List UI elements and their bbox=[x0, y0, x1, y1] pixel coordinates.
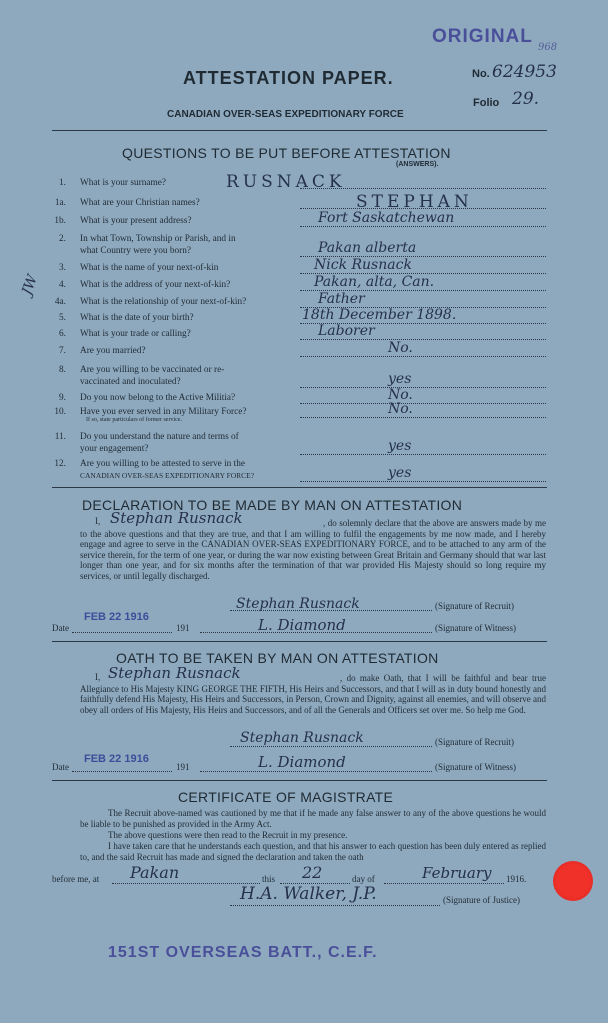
answer-value: No. bbox=[388, 401, 413, 417]
certificate-this-label: this bbox=[262, 874, 276, 884]
question-text: What is the relationship of your next-of-kin? bbox=[80, 297, 247, 307]
original-stamp: ORIGINAL bbox=[432, 26, 533, 47]
answers-label: (ANSWERS). bbox=[396, 161, 439, 168]
certificate-before-me: before me, at bbox=[52, 874, 100, 884]
answer-value: Laborer bbox=[318, 323, 375, 339]
document-subtitle: CANADIAN OVER-SEAS EXPEDITIONARY FORCE bbox=[167, 109, 404, 120]
certificate-day-of-label: day of bbox=[352, 874, 375, 884]
question-number: 4a. bbox=[54, 297, 66, 307]
question-text: What is the address of your next-of-kin? bbox=[80, 280, 231, 290]
certificate-place-line bbox=[112, 883, 260, 884]
answer-value: Nick Rusnack bbox=[314, 257, 412, 273]
certificate-paragraph-1: The Recruit above-named was cautioned by me that if he made any false answer to any of the above questions he would be liable to be punished as provided in the Army Act. bbox=[80, 808, 546, 829]
answer-value: No. bbox=[388, 340, 413, 356]
question-number: 1a. bbox=[54, 198, 66, 208]
oath-recruit-name: Stephan Rusnack bbox=[108, 664, 241, 682]
question-text: Have you ever served in any Military Force? bbox=[80, 407, 247, 417]
answer-value: 18th December 1898. bbox=[302, 307, 457, 323]
folio-label: Folio bbox=[473, 97, 500, 109]
declaration-name-prefix: I, bbox=[95, 516, 101, 526]
declaration-recruit-name: Stephan Rusnack bbox=[110, 509, 243, 527]
oath-recruit-signature: Stephan Rusnack bbox=[240, 730, 364, 746]
question-number: 11. bbox=[54, 432, 66, 442]
question-number: 1. bbox=[59, 178, 66, 188]
oath-date-stamp: FEB 22 1916 bbox=[84, 753, 149, 765]
declaration-witness-line bbox=[200, 632, 432, 633]
oath-name-prefix: I, bbox=[95, 672, 101, 682]
questions-rule bbox=[52, 487, 547, 488]
answer-line bbox=[300, 454, 546, 455]
answer-value: No. bbox=[388, 387, 413, 403]
answer-value: RUSNACK bbox=[226, 172, 346, 192]
declaration-body: , do solemnly declare that the above are answers made by me to the above questions and that they are true, and that I am willing to fulfil the engagements by me now made, and I hereby engage and agree to serve in the CANADIAN OVER-SEAS EXPEDITIONARY FORCE, and to be attached to any arm of the service therein, for the term of one year, or during the war now existing between Great Britain and Germany should that war last longer than one year, and for six months after the termination of that war provided His Majesty should so long require my services, or until legally discharged. bbox=[80, 518, 546, 581]
oath-heading: OATH TO BE TAKEN BY MAN ON ATTESTATION bbox=[116, 650, 439, 666]
declaration-date-line bbox=[72, 632, 172, 633]
margin-initials: JW bbox=[19, 272, 41, 298]
certificate-year: 1916. bbox=[506, 874, 527, 884]
question-text-continued: your engagement? bbox=[80, 444, 149, 454]
oath-date-label: Date bbox=[52, 762, 69, 772]
oath-date-line bbox=[72, 771, 172, 772]
certificate-day: 22 bbox=[302, 863, 323, 882]
reg-number-value: 624953 bbox=[492, 62, 557, 82]
certificate-paragraph-2: The above questions were then read to the Recruit in my presence. bbox=[108, 830, 348, 840]
question-number: 6. bbox=[59, 329, 66, 339]
question-number: 2. bbox=[59, 234, 66, 244]
folio-value: 29. bbox=[512, 89, 540, 109]
question-text: Are you married? bbox=[80, 346, 146, 356]
declaration-witness-signature: L. Diamond bbox=[258, 616, 346, 634]
question-number: 9. bbox=[59, 393, 66, 403]
corner-number: 968 bbox=[538, 42, 558, 53]
answer-line bbox=[300, 387, 546, 388]
certificate-paragraph-3: I have taken care that he understands each question, and that his answer to each question has been duly entered as replied to, and the said Recruit has made and signed the declaration and taken the oath bbox=[80, 841, 546, 862]
oath-witness-signature: L. Diamond bbox=[258, 753, 346, 771]
answer-value: Father bbox=[318, 291, 365, 307]
answer-line bbox=[300, 417, 546, 418]
document-title: ATTESTATION PAPER. bbox=[183, 68, 394, 88]
certificate-heading: CERTIFICATE OF MAGISTRATE bbox=[178, 789, 394, 805]
answer-value: Pakan alberta bbox=[318, 240, 417, 256]
answer-line bbox=[300, 481, 546, 482]
answer-line bbox=[300, 356, 546, 357]
declaration-recruit-label: (Signature of Recruit) bbox=[435, 601, 514, 611]
certificate-month: February bbox=[422, 864, 492, 882]
certificate-month-line bbox=[384, 883, 504, 884]
question-text-continued: vaccinated and inoculated? bbox=[80, 377, 181, 387]
declaration-recruit-signature: Stephan Rusnack bbox=[236, 596, 360, 612]
oath-rule bbox=[52, 780, 547, 781]
declaration-witness-label: (Signature of Witness) bbox=[435, 623, 516, 633]
question-text: What is your present address? bbox=[80, 216, 192, 226]
reg-number-label: No. bbox=[472, 68, 490, 80]
question-text-continued: If so, state particulars of former service. bbox=[86, 417, 182, 423]
question-text: What are your Christian names? bbox=[80, 198, 200, 208]
question-text: In what Town, Township or Parish, and in bbox=[80, 234, 236, 244]
question-text: What is your surname? bbox=[80, 178, 166, 188]
oath-year-prefix: 191 bbox=[176, 762, 190, 772]
declaration-rule bbox=[52, 641, 547, 642]
answer-value: yes bbox=[388, 438, 412, 454]
answer-value: STEPHAN bbox=[356, 192, 473, 212]
justice-label: (Signature of Justice) bbox=[443, 895, 520, 905]
justice-signature: H.A. Walker, J.P. bbox=[240, 884, 377, 904]
certificate-place: Pakan bbox=[130, 863, 180, 882]
answer-value: yes bbox=[388, 465, 412, 481]
question-text-continued: CANADIAN OVER-SEAS EXPEDITIONARY FORCE? bbox=[80, 471, 255, 480]
declaration-recruit-line bbox=[230, 610, 432, 611]
answer-line bbox=[300, 339, 546, 340]
answer-line bbox=[300, 226, 546, 227]
battalion-stamp: 151ST OVERSEAS BATT., C.E.F. bbox=[108, 944, 378, 961]
question-text: Are you willing to be attested to serve in the bbox=[80, 459, 245, 469]
oath-witness-line bbox=[200, 771, 432, 772]
oath-body: , do make Oath, that I will be faithful and bear true Allegiance to His Majesty KING GEORGE THE FIFTH, His Heirs and Successors, and that I will as in duty bound honestly and faithfully defend His Majesty, His Heirs and Successors, in Person, Crown and Dignity, against all enemies, and will observe and obey all orders of His Majesty, His Heirs and Successors, and of all the Generals and Officers set over me. So help me God. bbox=[80, 673, 546, 715]
question-number: 5. bbox=[59, 313, 66, 323]
question-text: Do you now belong to the Active Militia? bbox=[80, 393, 236, 403]
justice-line bbox=[230, 905, 440, 906]
question-number: 12. bbox=[54, 459, 66, 469]
answer-value: yes bbox=[388, 371, 412, 387]
question-number: 3. bbox=[59, 263, 66, 273]
answer-value: Pakan, alta, Can. bbox=[314, 274, 435, 290]
question-number: 10. bbox=[54, 407, 66, 417]
question-text: What is the date of your birth? bbox=[80, 313, 194, 323]
question-number: 7. bbox=[59, 346, 66, 356]
question-text-continued: what Country were you born? bbox=[80, 246, 192, 256]
declaration-year-prefix: 191 bbox=[176, 623, 190, 633]
question-number: 1b. bbox=[54, 216, 66, 226]
oath-recruit-line bbox=[230, 746, 432, 747]
answer-value: Fort Saskatchewan bbox=[318, 210, 455, 226]
question-text: What is your trade or calling? bbox=[80, 329, 191, 339]
question-number: 4. bbox=[59, 280, 66, 290]
questions-heading: QUESTIONS TO BE PUT BEFORE ATTESTATION bbox=[122, 145, 451, 161]
question-text: Do you understand the nature and terms of bbox=[80, 432, 239, 442]
oath-witness-label: (Signature of Witness) bbox=[435, 762, 516, 772]
red-wax-seal bbox=[553, 861, 593, 901]
question-text: What is the name of your next-of-kin bbox=[80, 263, 219, 273]
header-rule bbox=[52, 130, 547, 131]
question-number: 8. bbox=[59, 365, 66, 375]
declaration-date-label: Date bbox=[52, 623, 69, 633]
answer-line bbox=[300, 403, 546, 404]
declaration-heading: DECLARATION TO BE MADE BY MAN ON ATTESTATION bbox=[82, 497, 463, 513]
oath-recruit-label: (Signature of Recruit) bbox=[435, 737, 514, 747]
question-text: Are you willing to be vaccinated or re- bbox=[80, 365, 225, 375]
declaration-date-stamp: FEB 22 1916 bbox=[84, 611, 149, 623]
